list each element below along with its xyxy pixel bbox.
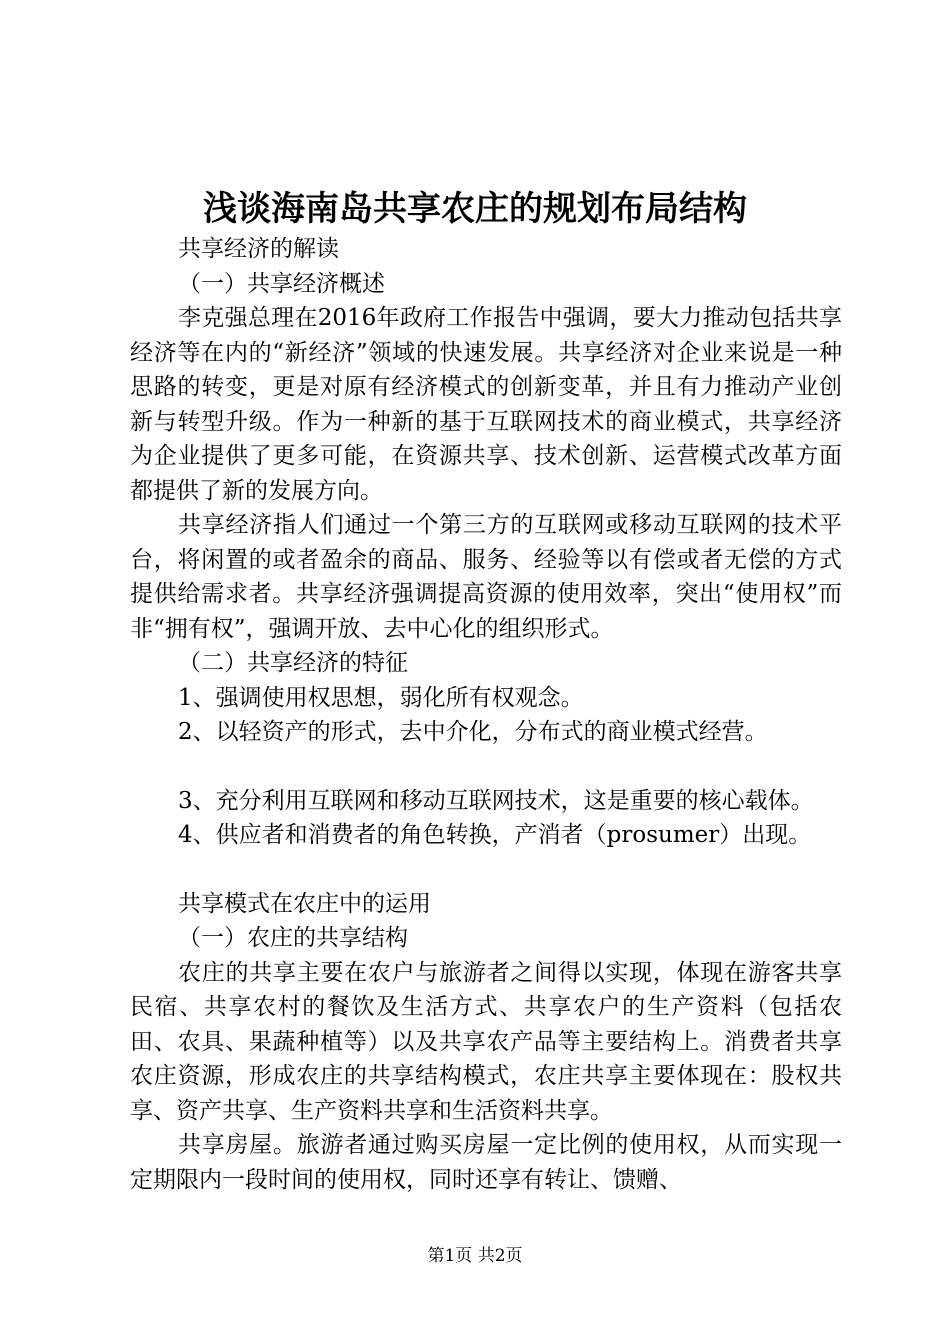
document-title: 浅谈海南岛共享农庄的规划布局结构	[203, 189, 747, 229]
body-paragraph: 共享房屋。旅游者通过购买房屋一定比例的使用权，从而实现一定期限内一段时间的使用权，同时还享有转让、馈赠、	[130, 1132, 842, 1193]
section-heading: 共享模式在农庄中的运用	[178, 890, 431, 917]
list-item: 4、供应者和消费者的角色转换，产消者（prosumer）出现。	[178, 822, 812, 848]
subsection-heading: （一）共享经济概述	[178, 270, 385, 297]
body-paragraph: 共享经济指人们通过一个第三方的互联网或移动互联网的技术平台，将闲置的或者盈余的商品、服务、经验等以有偿或者无偿的方式提供给需求者。共享经济强调提高资源的使用效率，突出“使用权”而非“拥有权”，强调开放、去中心化的组织形式。	[130, 512, 842, 642]
document-body	[130, 232, 842, 1197]
subsection-heading: （二）共享经济的特征	[178, 650, 408, 676]
body-paragraph: 农庄的共享主要在农户与旅游者之间得以实现，体现在游客共享民宿、共享农村的餐饮及生活方式、共享农户的生产资料（包括农田、农具、果蔬种植等）以及共享农产品等主要结构上。消费者共享农庄资源，形成农庄的共享结构模式，农庄共享主要体现在：股权共享、资产共享、生产资料共享和生活资料共享。	[130, 959, 842, 1124]
page-footer: 第1页 共2页	[427, 1246, 523, 1266]
subsection-heading: （一）农庄的共享结构	[178, 925, 408, 951]
list-item: 2、以轻资产的形式，去中介化，分布式的商业模式经营。	[178, 719, 768, 745]
list-item: 3、充分利用互联网和移动互联网技术，这是重要的核心载体。	[178, 787, 814, 814]
list-item: 1、强调使用权思想，弱化所有权观念。	[178, 684, 584, 711]
body-paragraph: 李克强总理在2016年政府工作报告中强调，要大力推动包括共享经济等在内的“新经济”领域的快速发展。共享经济对企业来说是一种思路的转变，更是对原有经济模式的创新变革，并且有力推动产业创新与转型升级。作为一种新的基于互联网技术的商业模式，共享经济为企业提供了更多可能，在资源共享、技术创新、运营模式改革方面都提供了新的发展方向。	[130, 305, 842, 504]
section-heading: 共享经济的解读	[178, 236, 339, 262]
